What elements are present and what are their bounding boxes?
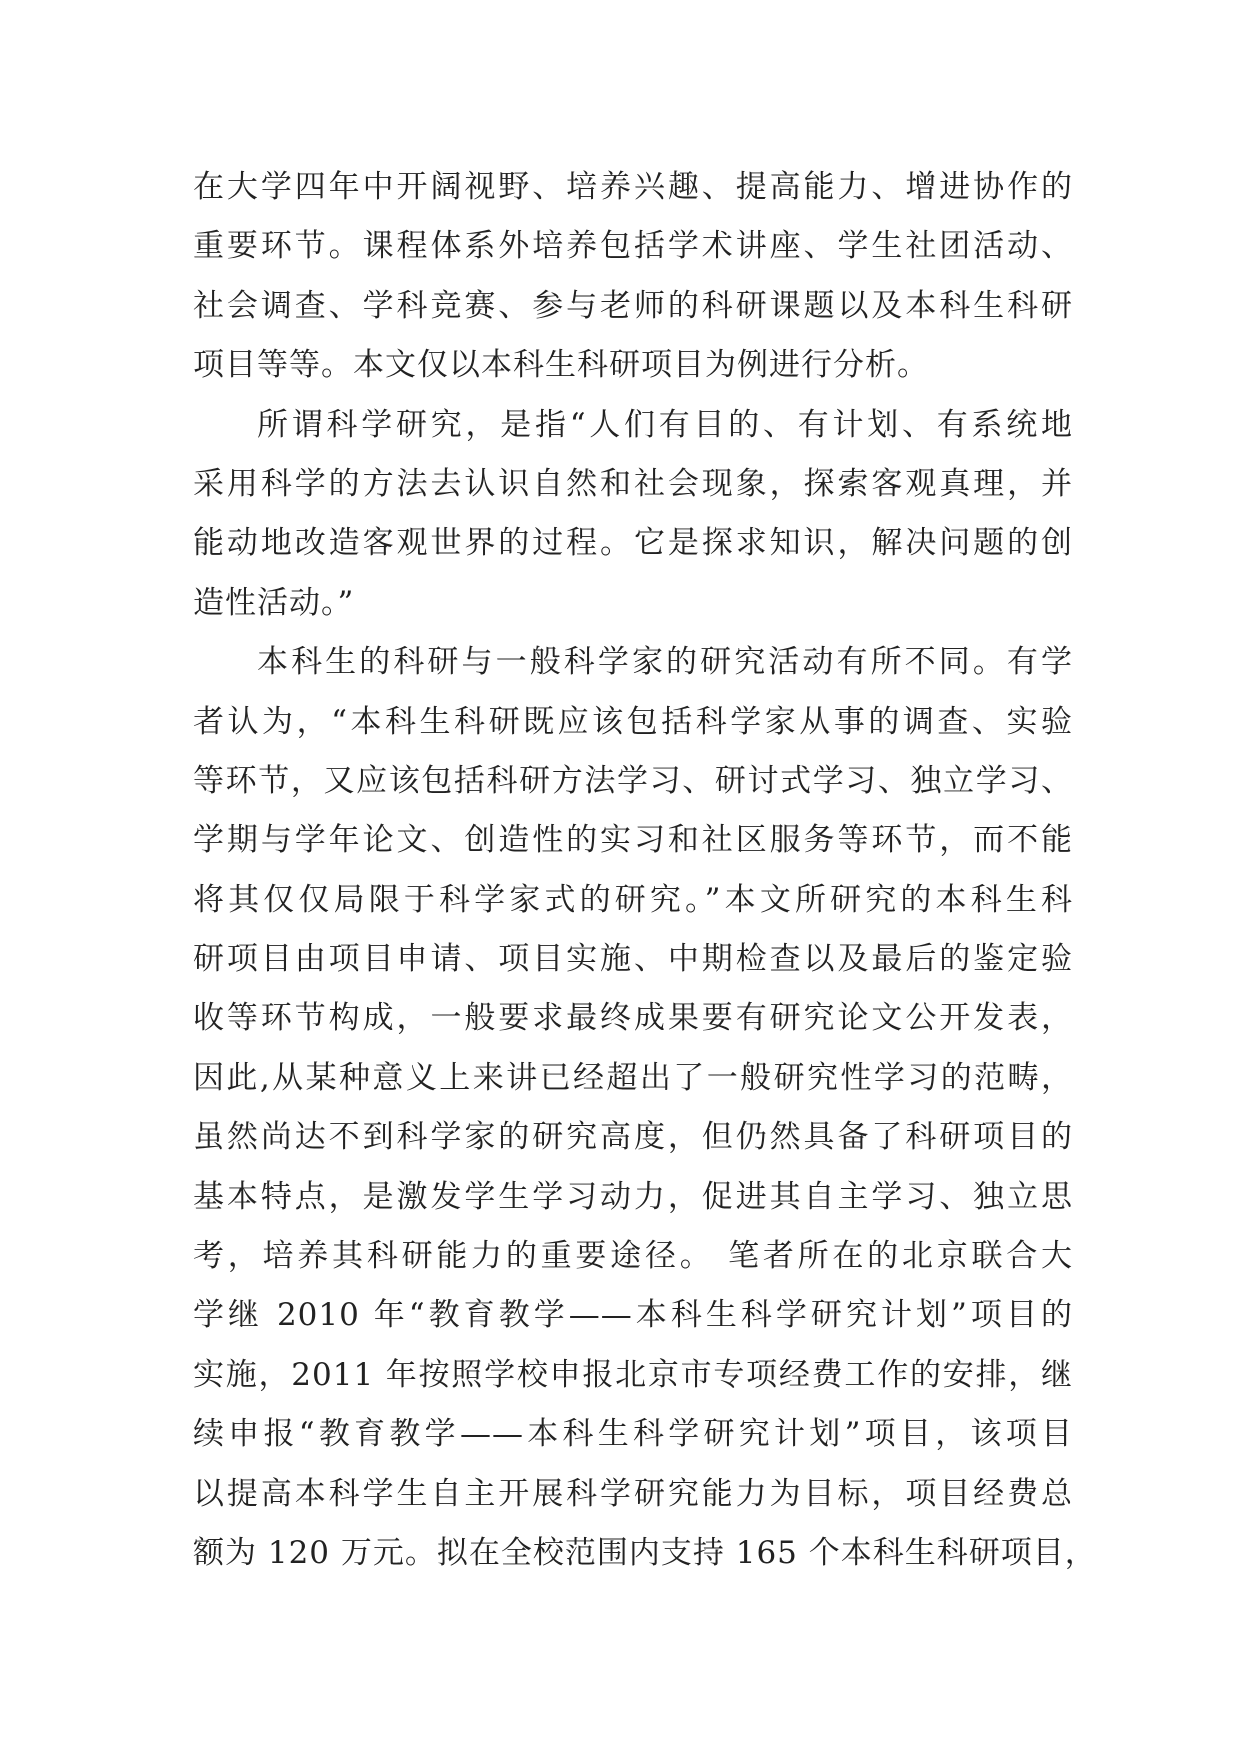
text-line: 收等环节构成，一般要求最终成果要有研究论文公开发表， [193,1000,1073,1037]
text-line: 者认为，“本科生科研既应该包括科学家从事的调查、实验 [193,703,1073,740]
text-line: 重要环节。课程体系外培养包括学术讲座、学生社团活动、 [193,228,1073,265]
text-line: 额为 120 万元。拟在全校范围内支持 165 个本科生科研项目， [193,1534,1097,1571]
text-line: 将其仅仅局限于科学家式的研究。”本文所研究的本科生科 [193,881,1073,918]
text-line: 所谓科学研究，是指“人们有目的、有计划、有系统地 [257,406,1073,443]
text-line: 社会调查、学科竞赛、参与老师的科研课题以及本科生科研 [193,287,1073,324]
text-line: 本科生的科研与一般科学家的研究活动有所不同。有学 [257,644,1073,681]
text-line: 以提高本科学生自主开展科学研究能力为目标，项目经费总 [193,1475,1073,1512]
text-line: 实施，2011 年按照学校申报北京市专项经费工作的安排，继 [193,1356,1073,1393]
text-line: 项目等等。本文仅以本科生科研项目为例进行分析。 [193,347,929,384]
text-line: 在大学四年中开阔视野、培养兴趣、提高能力、增进协作的 [193,169,1073,205]
text-line: 基本特点，是激发学生学习动力，促进其自主学习、独立思 [193,1178,1073,1215]
text-line: 研项目由项目申请、项目实施、中期检查以及最后的鉴定验 [193,941,1073,978]
text-line: 学继 2010 年“教育教学——本科生科学研究计划”项目的 [193,1297,1073,1334]
body-text [193,158,1097,1583]
text-line: 采用科学的方法去认识自然和社会现象，探索客观真理，并 [193,465,1073,502]
text-line: 学期与学年论文、创造性的实习和社区服务等环节，而不能 [193,822,1073,859]
text-line: 续申报“教育教学——本科生科学研究计划”项目，该项目 [193,1416,1073,1453]
text-line: 能动地改造客观世界的过程。它是探求知识，解决问题的创 [193,525,1073,562]
text-line: 等环节，又应该包括科研方法学习、研讨式学习、独立学习、 [193,762,1073,799]
text-line: 因此,从某种意义上来讲已经超出了一般研究性学习的范畴， [193,1059,1073,1096]
text-line: 考，培养其科研能力的重要途径。 笔者所在的北京联合大 [193,1238,1073,1275]
text-line: 造性活动。” [193,584,355,621]
text-line: 虽然尚达不到科学家的研究高度，但仍然具备了科研项目的 [193,1119,1073,1156]
